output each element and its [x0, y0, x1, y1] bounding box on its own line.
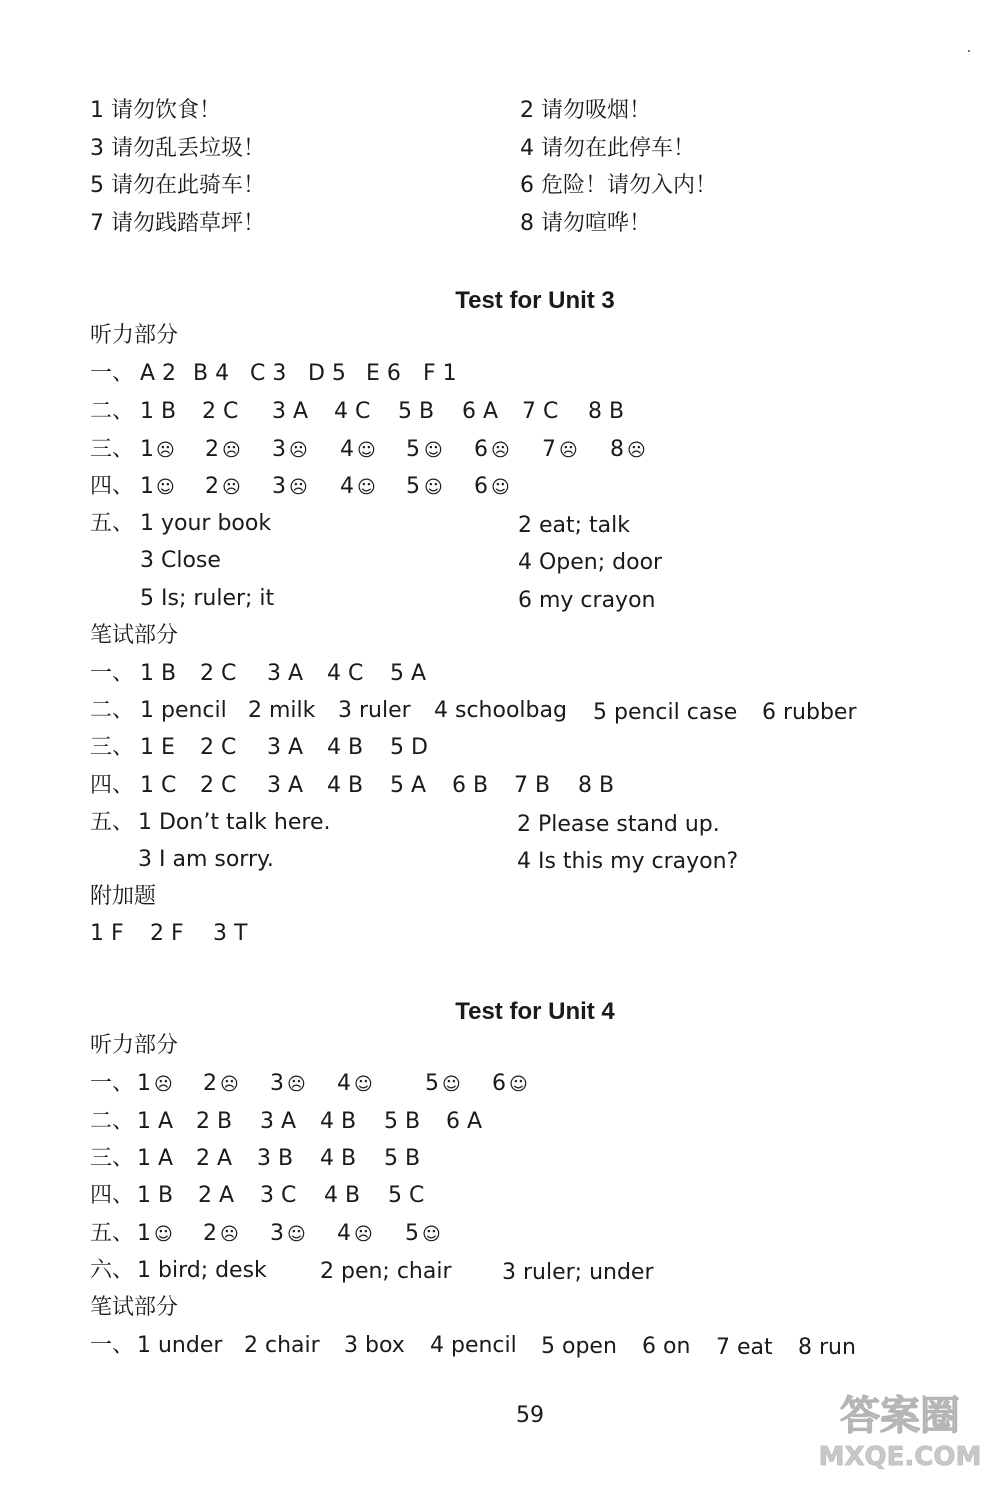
item-prefix: 三、: [90, 437, 135, 462]
answer: 3 A: [267, 773, 304, 798]
sad-face-icon: ☹: [627, 440, 646, 461]
answer: 1 A: [137, 1146, 174, 1171]
answer: 1 B: [137, 1183, 174, 1208]
answer: 2 eat; talk: [518, 513, 630, 538]
answer-number: 4: [340, 474, 354, 499]
answer: 8 run: [798, 1335, 856, 1360]
smile-face-icon: ☺: [154, 1224, 173, 1245]
answer: 3 ruler; under: [502, 1260, 654, 1285]
answer: 3 T: [213, 921, 248, 946]
smile-face-icon: ☺: [442, 1074, 461, 1095]
answer: 2 milk: [248, 698, 316, 723]
stray-dot: [968, 50, 970, 52]
item-prefix: 二、: [90, 1109, 135, 1134]
answer-number: 3: [270, 1221, 284, 1246]
answer-number: 3: [272, 474, 286, 499]
answer: 1 C: [140, 773, 177, 798]
answer: 7 eat: [716, 1335, 773, 1360]
smile-face-icon: ☺: [424, 477, 443, 498]
answer: E 6: [366, 361, 401, 386]
answer: 6 A: [462, 399, 499, 424]
svg-text:答案圈: 答案圈: [840, 1393, 960, 1439]
smile-face-icon: ☺: [287, 1224, 306, 1245]
answer-number: 3: [270, 1071, 284, 1096]
answer: 2 F: [150, 921, 184, 946]
item-prefix: 三、: [90, 735, 135, 760]
answer: 4 B: [327, 773, 364, 798]
answer: B 4: [193, 361, 230, 386]
answer: 4 B: [324, 1183, 361, 1208]
answer-number: 1: [137, 1071, 151, 1096]
answer: 5 B: [384, 1146, 421, 1171]
sad-face-icon: ☹: [222, 477, 241, 498]
answer: 3 A: [267, 661, 304, 686]
answer: F 1: [423, 361, 457, 386]
sad-face-icon: ☹: [354, 1224, 373, 1245]
item-prefix: 四、: [90, 773, 135, 798]
answer: 5 C: [388, 1183, 425, 1208]
sad-face-icon: ☹: [287, 1074, 306, 1095]
sad-face-icon: ☹: [491, 440, 510, 461]
answer: 2 B: [196, 1109, 233, 1134]
answer: A 2: [140, 361, 177, 386]
sad-face-icon: ☹: [156, 440, 175, 461]
item-prefix: 四、: [90, 1183, 135, 1208]
answer: 4 C: [334, 399, 371, 424]
answer-number: 4: [340, 437, 354, 462]
answer: 5 A: [390, 773, 427, 798]
sign-item: 3 请勿乱丢垃圾！: [90, 136, 265, 161]
answer: 3 box: [344, 1333, 405, 1358]
smile-face-icon: ☺: [424, 440, 443, 461]
answer-number: 1: [140, 437, 154, 462]
answer-number: 5: [406, 474, 420, 499]
answer: 1 your book: [140, 511, 272, 536]
answer: 6 rubber: [762, 700, 857, 725]
answer-number: 2: [205, 474, 219, 499]
answer: 7 C: [522, 399, 559, 424]
watermark-logo: [810, 1385, 990, 1475]
answer: 5 Is; ruler; it: [140, 586, 275, 611]
answer-number: 8: [610, 437, 624, 462]
item-prefix: 五、: [90, 810, 135, 835]
answer: 3 B: [257, 1146, 294, 1171]
answer: 2 A: [198, 1183, 235, 1208]
section-heading: 听力部分: [90, 1033, 179, 1058]
smile-face-icon: ☺: [422, 1224, 441, 1245]
smile-face-icon: ☺: [509, 1074, 528, 1095]
answer: 1 A: [137, 1109, 174, 1134]
sign-item: 1 请勿饮食！: [90, 98, 221, 123]
answer-number: 4: [337, 1071, 351, 1096]
answer: 8 B: [588, 399, 625, 424]
sad-face-icon: ☹: [559, 440, 578, 461]
answer: 2 A: [196, 1146, 233, 1171]
item-prefix: 四、: [90, 474, 135, 499]
sad-face-icon: ☹: [222, 440, 241, 461]
answer-number: 2: [205, 437, 219, 462]
page-number: 59: [516, 1403, 544, 1428]
answer-number: 1: [137, 1221, 151, 1246]
answer: C 3: [250, 361, 287, 386]
answer: 4 schoolbag: [434, 698, 567, 723]
answer: 4 B: [320, 1109, 357, 1134]
answer: 3 Close: [140, 548, 221, 573]
item-prefix: 一、: [90, 661, 135, 686]
answer: 2 C: [200, 661, 237, 686]
section-heading: 笔试部分: [90, 1295, 179, 1320]
sign-item: 4 请勿在此停车！: [520, 136, 695, 161]
answer: 2 chair: [244, 1333, 320, 1358]
item-prefix: 一、: [90, 361, 135, 386]
answer-number: 7: [542, 437, 556, 462]
smile-face-icon: ☺: [156, 477, 175, 498]
svg-text:MXQE.COM: MXQE.COM: [818, 1442, 982, 1472]
answer: 2 Please stand up.: [517, 812, 720, 837]
smile-face-icon: ☺: [354, 1074, 373, 1095]
smile-face-icon: ☺: [357, 477, 376, 498]
answer: 1 under: [137, 1333, 223, 1358]
item-prefix: 二、: [90, 399, 135, 424]
answer: 1 E: [140, 735, 175, 760]
item-prefix: 五、: [90, 511, 135, 536]
answer-number: 5: [405, 1221, 419, 1246]
smile-face-icon: ☺: [357, 440, 376, 461]
answer: 3 I am sorry.: [138, 847, 274, 872]
answer: 6 on: [642, 1334, 691, 1359]
answer: 4 Open; door: [518, 550, 663, 575]
answer: 5 D: [390, 735, 428, 760]
answer: 2 C: [202, 399, 239, 424]
answer: 6 my crayon: [518, 588, 656, 613]
answer-number: 5: [406, 437, 420, 462]
answer: 4 B: [327, 735, 364, 760]
answer: 2 C: [200, 735, 237, 760]
answer-number: 6: [492, 1071, 506, 1096]
sad-face-icon: ☹: [154, 1074, 173, 1095]
answer: 5 B: [398, 399, 435, 424]
answer: 5 B: [384, 1109, 421, 1134]
unit4-title: Test for Unit 4: [455, 998, 615, 1025]
answer-number: 2: [203, 1071, 217, 1096]
sign-item: 6 危险！请勿入内！: [520, 173, 717, 198]
section-heading: 附加题: [90, 884, 157, 909]
answer: 7 B: [514, 773, 551, 798]
answer: 8 B: [578, 773, 615, 798]
answer: 4 C: [327, 661, 364, 686]
unit3-title: Test for Unit 3: [455, 287, 615, 314]
answer: 5 open: [541, 1334, 617, 1359]
sad-face-icon: ☹: [220, 1074, 239, 1095]
answer: 1 B: [140, 661, 177, 686]
answer: 3 C: [260, 1183, 297, 1208]
answer: 3 A: [260, 1109, 297, 1134]
answer-number: 3: [272, 437, 286, 462]
item-prefix: 一、: [90, 1333, 135, 1358]
answer: 4 Is this my crayon?: [517, 849, 739, 874]
item-prefix: 六、: [90, 1258, 135, 1283]
smile-face-icon: ☺: [491, 477, 510, 498]
item-prefix: 一、: [90, 1071, 135, 1096]
answer: 1 Don’t talk here.: [138, 810, 331, 835]
sign-item: 2 请勿吸烟！: [520, 98, 651, 123]
item-prefix: 五、: [90, 1221, 135, 1246]
answer: 1 B: [140, 399, 177, 424]
answer-number: 5: [425, 1071, 439, 1096]
sad-face-icon: ☹: [289, 440, 308, 461]
answer: 2 C: [200, 773, 237, 798]
answer-number: 4: [337, 1221, 351, 1246]
answer: D 5: [308, 361, 346, 386]
item-prefix: 二、: [90, 698, 135, 723]
sign-item: 8 请勿喧哗！: [520, 211, 651, 236]
answer-number: 2: [203, 1221, 217, 1246]
answer: 3 ruler: [338, 698, 411, 723]
sad-face-icon: ☹: [289, 477, 308, 498]
answer: 1 bird; desk: [137, 1258, 267, 1283]
answer: 6 B: [452, 773, 489, 798]
item-prefix: 三、: [90, 1146, 135, 1171]
sign-item: 5 请勿在此骑车！: [90, 173, 265, 198]
section-heading: 听力部分: [90, 323, 179, 348]
answer: 1 pencil: [140, 698, 227, 723]
answer: 2 pen; chair: [320, 1259, 452, 1284]
sign-item: 7 请勿践踏草坪！: [90, 211, 265, 236]
answer: 4 pencil: [430, 1333, 517, 1358]
answer: 3 A: [272, 399, 309, 424]
answer: 1 F: [90, 921, 124, 946]
sad-face-icon: ☹: [220, 1224, 239, 1245]
answer: 3 A: [267, 735, 304, 760]
answer: 5 pencil case: [593, 700, 738, 725]
answer: 6 A: [446, 1109, 483, 1134]
answer-number: 6: [474, 437, 488, 462]
answer: 5 A: [390, 661, 427, 686]
answer: 4 B: [320, 1146, 357, 1171]
answer-number: 6: [474, 474, 488, 499]
section-heading: 笔试部分: [90, 623, 179, 648]
answer-number: 1: [140, 474, 154, 499]
